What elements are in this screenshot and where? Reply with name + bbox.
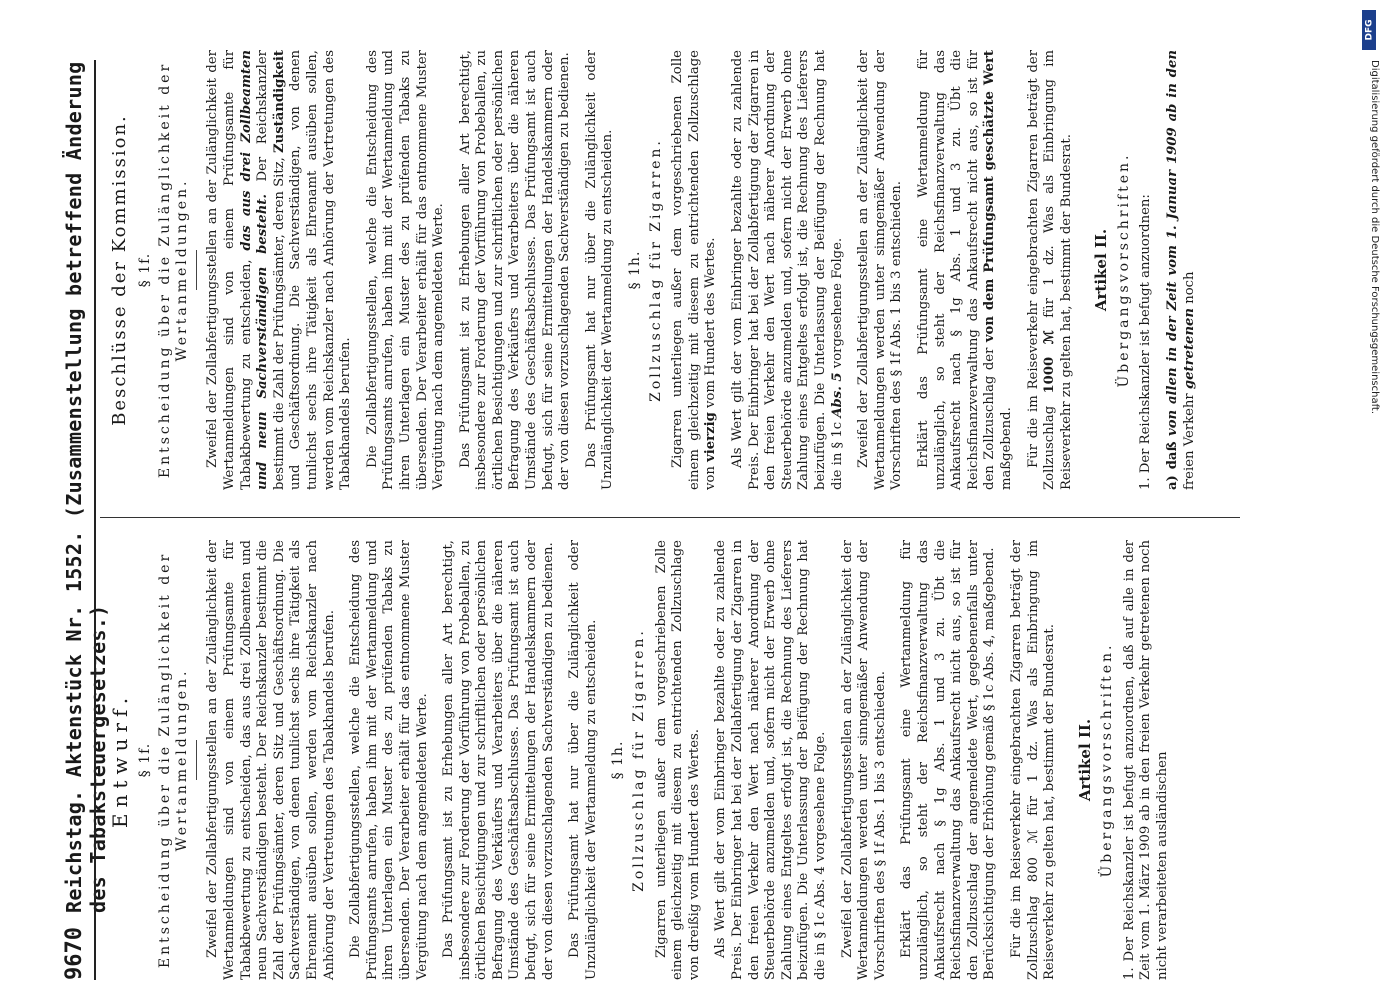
- text: Für die im Reiseverkehr eingebrachten Zigarren beträgt der Zollzuschlag: [1025, 50, 1058, 490]
- paragraph: Die Zollabfertigungsstellen, welche die Entscheidung des Prüfungsamts anrufen, haben ihm mit der Wertanmeldung und ihren Unterlagen ein Muster des zu prüfenden Tabaks zu übersenden. Der Verarbeiter erhält für das entnommene Muster Vergütung nach dem angemeldeten Werte.: [364, 50, 447, 490]
- text: vom Hundert des Wertes.: [703, 237, 719, 408]
- dfg-logo: [1362, 10, 1376, 50]
- header-rule: [94, 60, 96, 980]
- paragraph: 1. Der Reichskanzler ist befugt anzuordnen, daß auf alle in der Zeit vom 1. März 1909 ab in den freien Verkehr getretenen noch nicht verarbeiteten ausländischen: [1121, 540, 1171, 980]
- article-subtitle: Übergangsvorschriften.: [1115, 152, 1132, 388]
- dfg-logo-text: DFG: [1364, 19, 1375, 41]
- text: Der Reichskanzler bestimmt die Zahl der Prüfungsämter, deren Sitz,: [255, 50, 287, 490]
- emphasis-text: getretenen: [1181, 307, 1197, 390]
- paragraph: Zweifel der Zollabfertigungsstellen an der Zulänglichkeit der Wertanmeldungen sind von einem Prüfungsamte für Tabakbewertung zu entscheiden, das aus drei Zollbeamten und neun Sachverständigen besteht. Der Reichskanzler bestimmt die Zahl der Prüfungsämter, deren Sitz und Geschäftsordnung. Die Sachverständigen, von denen tunlichst sechs ihre Tätigkeit als Ehrenamt ausüben sollen, werden vom Reichskanzler nach Anhörung der Vertretungen des Tabakhandels berufen.: [205, 540, 337, 980]
- paragraph: Zweifel der Zollabfertigungsstellen an der Zulänglichkeit der Wertanmeldungen werden unter sinngemäßer Anwendung der Vorschriften des § 1f Abs. 1 bis 3 entschieden.: [856, 50, 905, 490]
- text: Zweifel der Zollabfertigungsstellen an der Zulänglichkeit der Wertanmeldungen sind von einem Prüfungsamte für Tabakbewertung zu entscheiden,: [205, 50, 254, 490]
- paragraph: [730, 50, 846, 490]
- paragraph: [1026, 50, 1076, 490]
- page-number: 9670: [62, 927, 87, 980]
- paragraph: Das Prüfungsamt ist zu Erhebungen aller Art berechtigt, insbesondere zur Forderung der Vorführung von Probeballen, zu örtlichen Besichtigungen und zur schriftlichen oder persönlichen Befragung des Verkäufers und Verarbeiters über die näheren Umstände des Geschäftsabschlusses. Das Prüfungsamt ist auch befugt, sich für seine Ermittelungen der Handelskammern oder der von diesen vorzuschlagenden Sachverständigen zu bedienen.: [457, 50, 573, 490]
- paragraph: Das Prüfungsamt hat nur über die Zulänglichkeit oder Unzulänglichkeit der Wertanmeldung zu entscheiden.: [583, 50, 616, 490]
- section-title: § 1h.: [610, 740, 627, 780]
- section-subtitle: Zollzuschlag für Zigarren.: [647, 138, 664, 402]
- section-rule: [196, 250, 197, 290]
- text: maßgebend.: [998, 407, 1014, 490]
- paragraph: Das Prüfungsamt hat nur über die Zulänglichkeit oder Unzulänglichkeit der Wertanmeldung zu entscheiden.: [567, 540, 599, 980]
- paragraph: Zigarren unterliegen außer dem vorgeschriebenen Zolle einem gleichzeitig mit diesem zu entrichtenden Zollzuschlage von dreißig vom Hundert des Wertes.: [653, 540, 702, 980]
- paragraph: [205, 50, 354, 490]
- draft-column: [100, 540, 1182, 980]
- text: a) daß: [1165, 441, 1181, 490]
- section-rule: [196, 740, 197, 780]
- emphasis-text: vierzig: [703, 412, 719, 462]
- text: freien Verkehr: [1181, 393, 1197, 490]
- emphasis-text: Zuständigkeit: [271, 50, 287, 153]
- commission-heading: Beschlüsse der Kommission.: [109, 114, 130, 426]
- emphasis-text: Abs. 5: [829, 372, 845, 418]
- paragraph: [916, 50, 1016, 490]
- text: für 1 dz. Was als Einbringung im Reiseverkehr zu gelten hat, bestimmt der Bundesrat.: [1042, 49, 1074, 490]
- section-subtitle: Entscheidung über die Zulänglichkeit der Wertanmeldungen.: [157, 551, 190, 969]
- text: vorgesehene Folge.: [829, 237, 845, 369]
- paragraph: Als Wert gilt der vom Einbringer bezahlte oder zu zahlende Preis. Der Einbringer hat bei der Zollabfertigung der Zigarren in den freien Verkehr den Wert nach näherer Anordnung der Steuerbehörde anzumelden und, sofern nicht der Erwerb ohne Zahlung eines Entgeltes erfolgt ist, die Rechnung des Lieferers beizufügen. Die Unterlassung der Beifügung der Rechnung hat die in § 1c Abs. 4 vorgesehene Folge.: [713, 540, 828, 980]
- text: Als Wert gilt der vom Einbringer bezahlte oder zu zahlende Preis. Der Einbringer hat bei der Zollabfertigung der Zigarren in den freien Verkehr den Wert nach näherer Anordnung der Steuerbehörde anzumelden und, sofern nicht der Erwerb ohne Zahlung eines Entgeltes erfolgt ist, die Rechnung des Lieferers beizufügen. Die Unterlassung der Beifügung der Rechnung hat die in § 1c: [730, 50, 845, 490]
- paragraph: [670, 50, 720, 490]
- page-title: Reichstag. Aktenstück Nr. 1552. (Zusammenstellung betreffend Änderung des Tabaksteuergesetzes.): [62, 61, 110, 914]
- text: noch: [1181, 271, 1197, 304]
- section-title: § 1h.: [627, 250, 644, 290]
- emphasis-text: 1000 ℳ: [1042, 330, 1058, 394]
- text: Erklärt das Prüfungsamt eine Wertanmeldung für unzulänglich, so steht der Reichsfinanzverwaltung das Ankaufsrecht nach § 1g Abs. 1 und 3 zu. Übt die Reichsfinanzverwaltung das Ankaufsrecht nicht aus, so ist für den Zollzuschlag der: [915, 50, 998, 490]
- text: Zigarren unterliegen außer dem vorgeschriebenen Zolle einem gleichzeitig mit diesem zu entrichtenden Zollzuschlage von: [670, 50, 719, 490]
- paragraph: [1165, 50, 1198, 490]
- paragraph: Das Prüfungsamt ist zu Erhebungen aller Art berechtigt, insbesondere zur Forderung der Vorführung von Probeballen, zu örtlichen Besichtigungen und zur schriftlichen oder persönlichen Befragung des Verkäufers und Verarbeiters über die näheren Umstände des Geschäftsabschlusses. Das Prüfungsamt ist auch befugt, sich für seine Ermittelungen der Handelskammern oder der von diesen vorzuschlagenden Sachverständigen zu bedienen.: [441, 540, 556, 980]
- page-header: [62, 60, 110, 980]
- text: und Geschäftsordnung. Die Sachverständigen, von denen tunlichst sechs ihre Tätigkeit als Ehrenamt ausüben sollen, werden vom Reichskanzler nach Anhörung der Vertretungen des Tabakhandels berufen.: [288, 50, 354, 490]
- section-subtitle: Entscheidung über die Zulänglichkeit der Wertanmeldungen.: [157, 61, 190, 479]
- article-subtitle: Übergangsvorschriften.: [1099, 642, 1116, 878]
- section-title: § 1f.: [136, 252, 153, 288]
- article-title: Artikel II.: [1092, 228, 1111, 312]
- article-title: Artikel II.: [1075, 718, 1094, 802]
- commission-column: [100, 50, 1208, 490]
- paragraph: Die Zollabfertigungsstellen, welche die Entscheidung des Prüfungsamts anrufen, haben ihm mit der Wertanmeldung und ihren Unterlagen ein Muster des zu prüfenden Tabaks zu übersenden. Der Verarbeiter erhält für das entnommene Muster Vergütung nach dem angemeldeten Werte.: [348, 540, 430, 980]
- paragraph: 1. Der Reichskanzler ist befugt anzuordnen:: [1138, 194, 1154, 490]
- emphasis-text: von dem Prüfungsamt geschätzte Wert: [982, 50, 998, 343]
- paragraph: Zweifel der Zollabfertigungsstellen an der Zulänglichkeit der Wertanmeldungen werden unter sinngemäßer Anwendung der Vorschriften des § 1f Abs. 1 bis 3 entschieden.: [839, 540, 888, 980]
- draft-heading: Entwurf.: [108, 691, 132, 829]
- emphasis-text: das aus drei Zollbeamten und neun Sachverständigen besteht.: [238, 50, 271, 490]
- column-divider: [100, 517, 1240, 518]
- section-subtitle: Zollzuschlag für Zigarren.: [631, 628, 648, 892]
- emphasis-text: von allen in der Zeit vom 1. Januar 1909 ab in den: [1165, 50, 1181, 436]
- section-title: § 1f.: [136, 742, 153, 778]
- digitization-credit: Digitalisierung gefördert durch die Deutsche Forschungsgemeinschaft.: [1369, 60, 1380, 415]
- paragraph: Erklärt das Prüfungsamt eine Wertanmeldung für unzulänglich, so steht der Reichsfinanzverwaltung das Ankaufsrecht nach § 1g Abs. 1 und 3 zu. Übt die Reichsfinanzverwaltung das Ankaufsrecht nicht aus, so ist für den Zollzuschlag der angemeldete Wert, gegebenenfalls unter Berücksichtigung der Erhöhung gemäß § 1c Abs. 4, maßgebend.: [899, 540, 998, 980]
- paragraph: Für die im Reiseverkehr eingebrachten Zigarren beträgt der Zollzuschlag 800 ℳ für 1 dz. Was als Einbringung im Reiseverkehr zu gelten hat, bestimmt der Bundesrat.: [1008, 540, 1058, 980]
